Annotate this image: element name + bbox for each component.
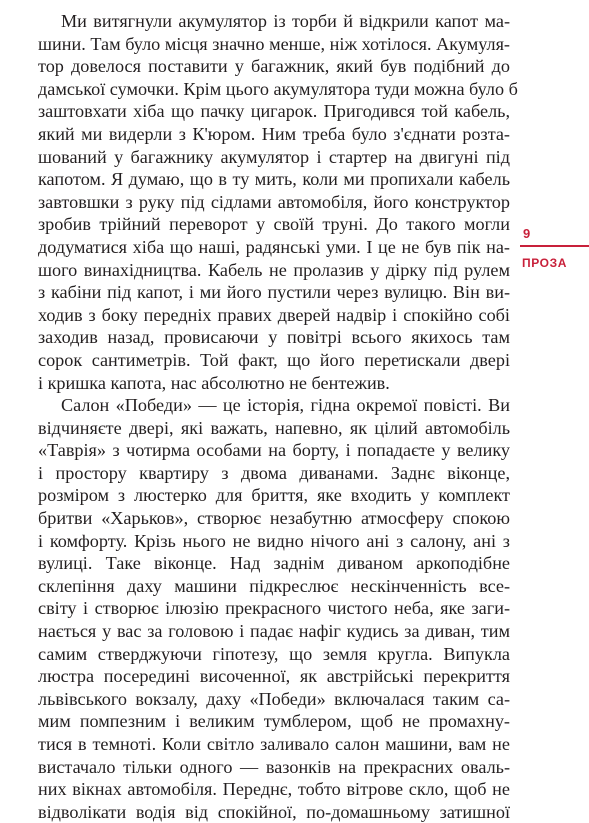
text-line: який ми видерли з К'юром. Ним треба було з'єднати розта- bbox=[38, 123, 510, 144]
text-line: шини. Там було місця значно менше, ніж хотілося. Акумуля- bbox=[38, 33, 510, 54]
text-line: вистачало тільки одного — вазонків на прекрасних оваль- bbox=[38, 756, 510, 777]
text-line: шований у багажнику акумулятор і стартер на двигуні під bbox=[38, 146, 510, 167]
text-line: склепіння даху машини підкреслює нескінченність все- bbox=[38, 575, 510, 596]
text-line: люстра посередині височенної, як австрійські перекриття bbox=[38, 666, 510, 687]
text-line: шого винахідництва. Кабель не пролазив у дірку під рулем bbox=[38, 259, 510, 280]
text-line: ходив з боку передніх правих дверей надвір і спокійно собі bbox=[38, 304, 510, 325]
text-line: відчиняєте двері, які важать, напевно, як цілий автомобіль bbox=[38, 417, 510, 438]
text-line: «Таврія» з чотирма особами на борту, і попадаєте у велику bbox=[38, 440, 510, 461]
margin-section-marker bbox=[520, 226, 589, 270]
text-line: мим помпезним і великим тумблером, щоб не промахну- bbox=[38, 711, 510, 732]
text-line: сорок сантиметрів. Той факт, що його перетискали двері bbox=[38, 349, 510, 370]
text-line: відволікати водія від спокійної, по-домашньому затишної bbox=[38, 801, 510, 822]
text-line: дамської сумочки. Крім цього акумулятора туди можна було б bbox=[38, 78, 518, 99]
text-line: зробив трійний переворот у своїй труні. До такого могли bbox=[38, 214, 510, 235]
text-line: і простору квартиру з двома диванами. Заднє віконце, bbox=[38, 462, 510, 483]
text-line: тор довелося поставити у багажник, який був подібний до bbox=[38, 56, 510, 77]
text-line: львівського вокзалу, даху «Победи» включалася таким са- bbox=[38, 688, 510, 709]
text-line: і кришка капота, нас абсолютно не бентежив. bbox=[38, 372, 390, 393]
text-line: бритви «Харьков», створює незабутню атмосферу спокою bbox=[38, 508, 510, 529]
text-line: завтовшки з руку під сідлами автомобіля, його конструктор bbox=[38, 191, 510, 212]
section-label: ПРОЗА bbox=[522, 255, 567, 270]
text-line: заштовхати хіба що пачку цигарок. Пригодився той кабель, bbox=[38, 101, 510, 122]
text-line: додуматися хіба що наші, радянські уми. І це не був пік на- bbox=[38, 236, 510, 257]
text-line: розміром з люстерко для бриття, яке входить у комплект bbox=[38, 485, 510, 506]
text-line: тися в темноті. Коли світло заливало салон машини, вам не bbox=[38, 734, 510, 754]
text-line: капотом. Я думаю, що в ту мить, коли ми пропихали кабель bbox=[38, 169, 510, 190]
text-line: вулиці. Таке віконце. Над заднім диваном аркоподібне bbox=[38, 553, 510, 574]
text-line: світу і створює ілюзію прекрасного чистого неба, яке заги- bbox=[38, 598, 510, 619]
text-line: самим стверджуючи гіпотезу, що земля кругла. Випукла bbox=[38, 643, 510, 664]
text-line: нається у вас за головою і падає нафіг кудись за диван, тим bbox=[38, 621, 510, 642]
page-number: 9 bbox=[523, 226, 531, 241]
text-line: Салон «Победи» — це історія, гідна окремої повісті. Ви bbox=[61, 395, 510, 416]
text-line: і комфорту. Крізь нього не видно нічого ані з салону, ані з bbox=[38, 530, 510, 551]
text-line: з кабіни під капот, і ми його пустили через вулицю. Він ви- bbox=[38, 282, 510, 303]
section-divider bbox=[520, 245, 589, 247]
text-line: заходив назад, провисаючи у повітрі всього якихось там bbox=[38, 327, 510, 348]
body-text bbox=[38, 10, 518, 823]
text-line: них вікнах автомобіля. Переднє, тобто вітрове скло, щоб не bbox=[38, 779, 510, 800]
text-line: Ми витягнули акумулятор із торби й відкрили капот ма- bbox=[61, 11, 510, 31]
